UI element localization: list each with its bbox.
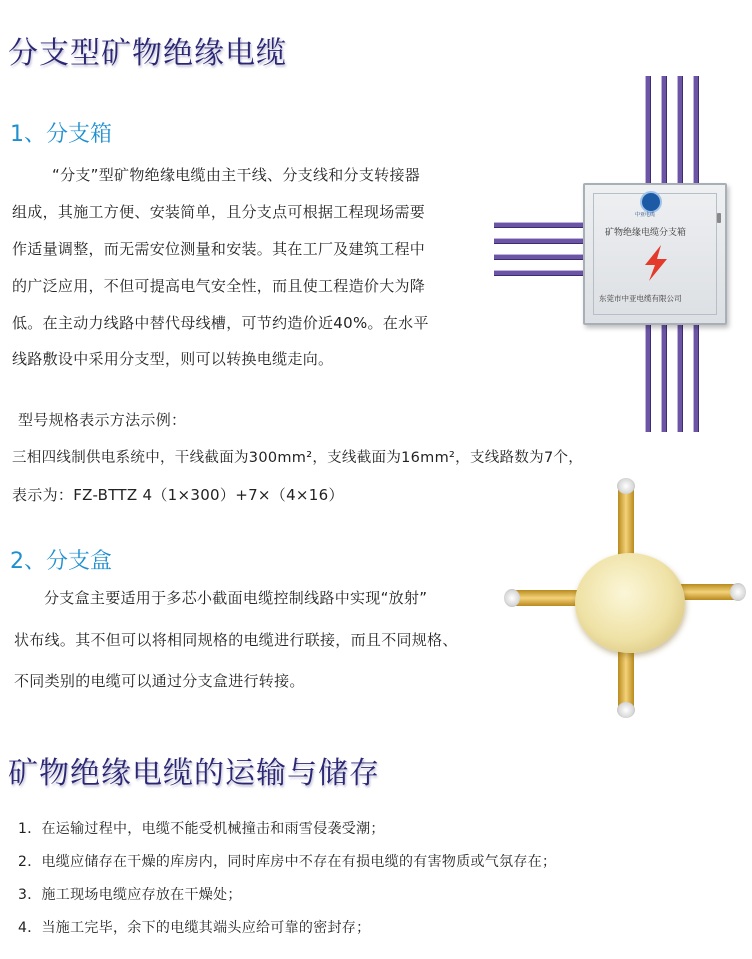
branch-box <box>583 183 727 325</box>
section-1-line-4: 的广泛应用，不但可提高电气安全性，而且使工程造价大为降 <box>12 277 426 295</box>
cable-line <box>677 320 683 432</box>
junction-arm-top <box>618 488 634 558</box>
junction-end-right <box>730 583 746 601</box>
storage-item-1: 1．在运输过程中，电缆不能受机械撞击和雨雪侵袭受潮； <box>18 821 385 837</box>
cable-line <box>645 76 651 186</box>
cable-line <box>693 320 699 432</box>
section-2-line-1: 分支盒主要适用于多芯小截面电缆控制线路中实现“放射” <box>44 589 428 607</box>
section-2-line-2: 状布线。其不但可以将相同规格的电缆进行联接，而且不同规格、 <box>14 631 458 649</box>
cable-line <box>677 76 683 186</box>
box-company: 东莞市中亚电缆有限公司 <box>599 294 682 303</box>
example-line-1: 三相四线制供电系统中，干线截面为300mm²，支线截面为16mm²，支线路数为7个， <box>12 450 584 466</box>
storage-title: 矿物绝缘电缆的运输与储存 <box>8 756 380 791</box>
section-2-title: 2、分支盒 <box>10 549 112 574</box>
cable-line <box>494 222 586 228</box>
example-intro: 型号规格表示方法示例： <box>18 411 187 429</box>
junction-end-left <box>504 589 520 607</box>
section-1-line-6: 线路敷设中采用分支型，则可以转换电缆走向。 <box>12 350 334 368</box>
junction-box-body <box>575 553 685 653</box>
cable-line <box>494 238 586 244</box>
cable-line <box>645 320 651 432</box>
section-1-line-1: “分支”型矿物绝缘电缆由主干线、分支线和分支转接器 <box>52 166 421 184</box>
junction-end-top <box>617 478 635 494</box>
page-title: 分支型矿物绝缘电缆 <box>8 36 287 71</box>
cable-line <box>494 270 586 276</box>
section-1-title: 1、分支箱 <box>10 122 112 147</box>
brand-logo <box>640 191 662 213</box>
storage-item-3: 3．施工现场电缆应存放在干燥处； <box>18 887 242 903</box>
box-label: 矿物绝缘电缆分支箱 <box>605 228 687 238</box>
junction-arm-right <box>680 584 736 600</box>
section-2-line-3: 不同类别的电缆可以通过分支盒进行转接。 <box>14 672 305 690</box>
cable-line <box>494 254 586 260</box>
box-handle <box>717 213 721 223</box>
cable-line <box>661 320 667 432</box>
cable-line <box>693 76 699 186</box>
storage-item-2: 2．电缆应储存在干燥的库房内，同时库房中不存在有损电缆的有害物质或气氛存在； <box>18 854 557 870</box>
junction-arm-left <box>514 590 580 606</box>
junction-end-bottom <box>617 702 635 718</box>
lightning-bolt-icon <box>637 243 673 283</box>
section-1-line-5: 低。在主动力线路中替代母线槽，可节约造价近40%。在水平 <box>12 314 429 332</box>
junction-arm-bottom <box>618 648 634 710</box>
storage-item-4: 4．当施工完毕，余下的电缆其端头应给可靠的密封存； <box>18 920 371 936</box>
example-line-2: 表示为：FZ-BTTZ 4（1×300）+7×（4×16） <box>12 486 344 504</box>
cable-line <box>661 76 667 186</box>
section-1-line-2: 组成，其施工方便、安装简单，且分支点可根据工程现场需要 <box>12 203 426 221</box>
section-1-line-3: 作适量调整，而无需安位测量和安装。其在工厂及建筑工程中 <box>12 240 426 258</box>
box-brand-text: 中亚电缆 <box>635 212 656 218</box>
